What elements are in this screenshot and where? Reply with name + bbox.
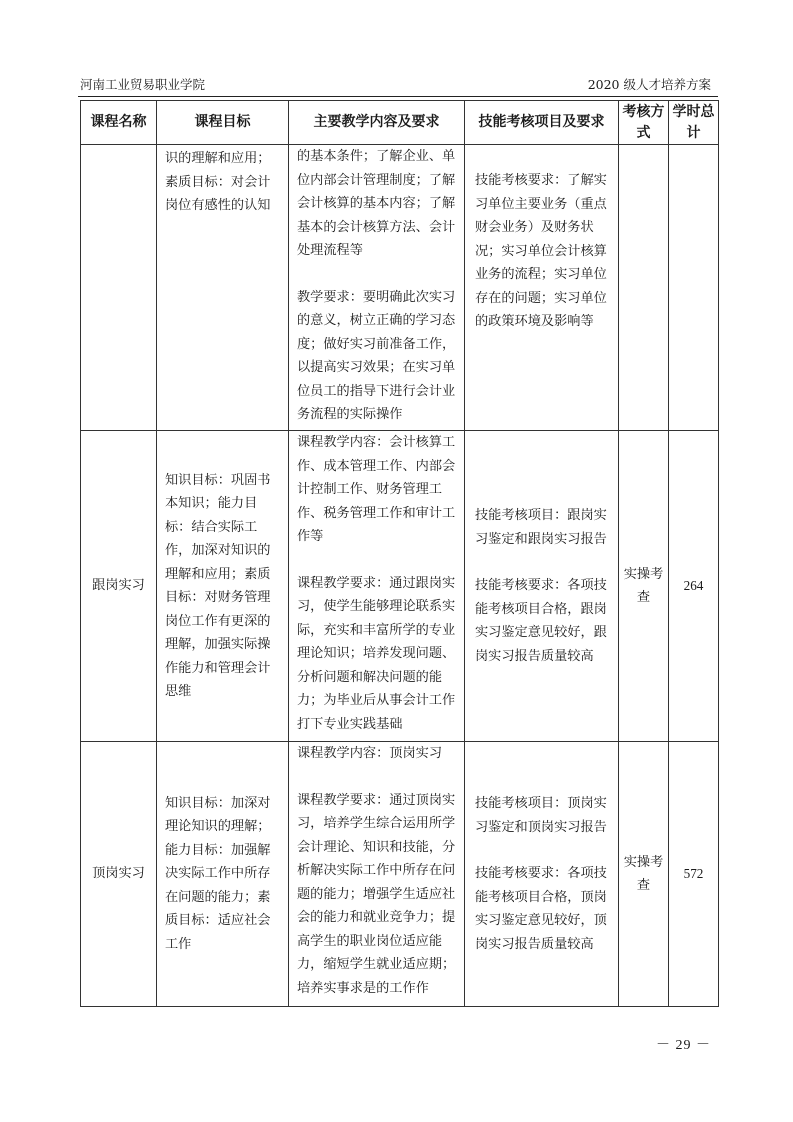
skill-assessment-cell xyxy=(465,742,619,1007)
skill-requirement-text: 技能考核要求：各项技能考核项目合格，顶岗实习鉴定意见较好，顶岗实习报告质量较高 xyxy=(475,866,607,952)
course-name-cell: 顶岗实习 xyxy=(81,742,157,1007)
column-header-teaching-content: 主要教学内容及要求 xyxy=(289,101,465,145)
course-goal-cell xyxy=(157,742,289,1007)
total-hours-cell xyxy=(669,145,719,431)
teaching-content-text: 的基本条件；了解企业、单位内部会计管理制度；了解会计核算的基本内容；了解基本的会计核算方法、会计处理流程等 xyxy=(297,149,456,258)
table-row xyxy=(81,742,719,1007)
teaching-content-text: 课程教学内容：顶岗实习 xyxy=(297,746,443,761)
skill-assessment-cell xyxy=(465,145,619,431)
column-header-assessment-method: 考核方式 xyxy=(619,101,669,145)
assessment-method-cell xyxy=(619,145,669,431)
column-header-course-goal: 课程目标 xyxy=(157,101,289,145)
table-header-row xyxy=(81,101,719,145)
course-goal-cell xyxy=(157,431,289,742)
skill-assessment-cell xyxy=(465,431,619,742)
teaching-requirement-text: 课程教学要求：通过跟岗实习，使学生能够理论联系实际，充实和丰富所学的专业理论知识；培养发现问题、分析问题和解决问题的能力；为毕业后从事会计工作打下专业实践基础 xyxy=(297,575,456,732)
teaching-content-text: 课程教学内容：会计核算工作、成本管理工作、内部会计控制工作、财务管理工作、税务管理工作和审计工作等 xyxy=(297,435,456,544)
course-goal-text: 知识目标：加深对理论知识的理解；能力目标：加强解决实际工作中所存在问题的能力；素质目标：适应社会工作 xyxy=(165,795,271,952)
header-school-name: 河南工业贸易职业学院 xyxy=(80,77,206,92)
total-hours-cell: 572 xyxy=(669,742,719,1007)
table-row xyxy=(81,145,719,431)
page-number: － 29 － xyxy=(656,1038,711,1053)
skill-requirement-text: 技能考核要求：各项技能考核项目合格，跟岗实习鉴定意见较好，跟岗实习报告质量较高 xyxy=(475,578,607,664)
column-header-total-hours: 学时总计 xyxy=(669,101,719,145)
skill-assessment-text: 技能考核项目：跟岗实习鉴定和跟岗实习报告 xyxy=(475,508,607,547)
course-name-cell xyxy=(81,145,157,431)
teaching-requirement-text: 教学要求：要明确此次实习的意义，树立正确的学习态度；做好实习前准备工作，以提高实习效果；在实习单位员工的指导下进行会计业务流程的实际操作 xyxy=(297,289,456,422)
header-divider xyxy=(78,96,718,97)
column-header-skill-assessment: 技能考核项目及要求 xyxy=(465,101,619,145)
course-goal-text: 识的理解和应用；素质目标：对会计岗位有感性的认知 xyxy=(165,151,271,213)
column-header-course-name: 课程名称 xyxy=(81,101,157,145)
total-hours-cell: 264 xyxy=(669,431,719,742)
course-goal-cell xyxy=(157,145,289,431)
teaching-requirement-text: 课程教学要求：通过顶岗实习，培养学生综合运用所学会计理论、知识和技能，分析解决实际工作中所存在问题的能力；增强学生适应社会的能力和就业竞争力；提高学生的职业岗位适应能力，缩短学生就业适应期；培养实事求是的工作作 xyxy=(297,792,456,996)
teaching-content-cell xyxy=(289,431,465,742)
curriculum-table xyxy=(80,100,719,1007)
course-name-cell: 跟岗实习 xyxy=(81,431,157,742)
course-goal-text: 知识目标：巩固书本知识；能力目标：结合实际工作，加深对知识的理解和应用；素质目标：对财务管理岗位工作有更深的理解，加强实际操作能力和管理会计思维 xyxy=(165,472,271,699)
teaching-content-cell xyxy=(289,145,465,431)
skill-assessment-text: 技能考核项目：顶岗实习鉴定和顶岗实习报告 xyxy=(475,796,607,835)
table-row xyxy=(81,431,719,742)
teaching-content-cell xyxy=(289,742,465,1007)
assessment-method-cell: 实操考查 xyxy=(619,431,669,742)
assessment-method-cell: 实操考查 xyxy=(619,742,669,1007)
header-plan-title: 2020 级人才培养方案 xyxy=(587,77,711,92)
skill-assessment-text: 技能考核要求：了解实习单位主要业务（重点财会业务）及财务状况；实习单位会计核算业务的流程；实习单位存在的问题；实习单位的政策环境及影响等 xyxy=(475,173,607,329)
